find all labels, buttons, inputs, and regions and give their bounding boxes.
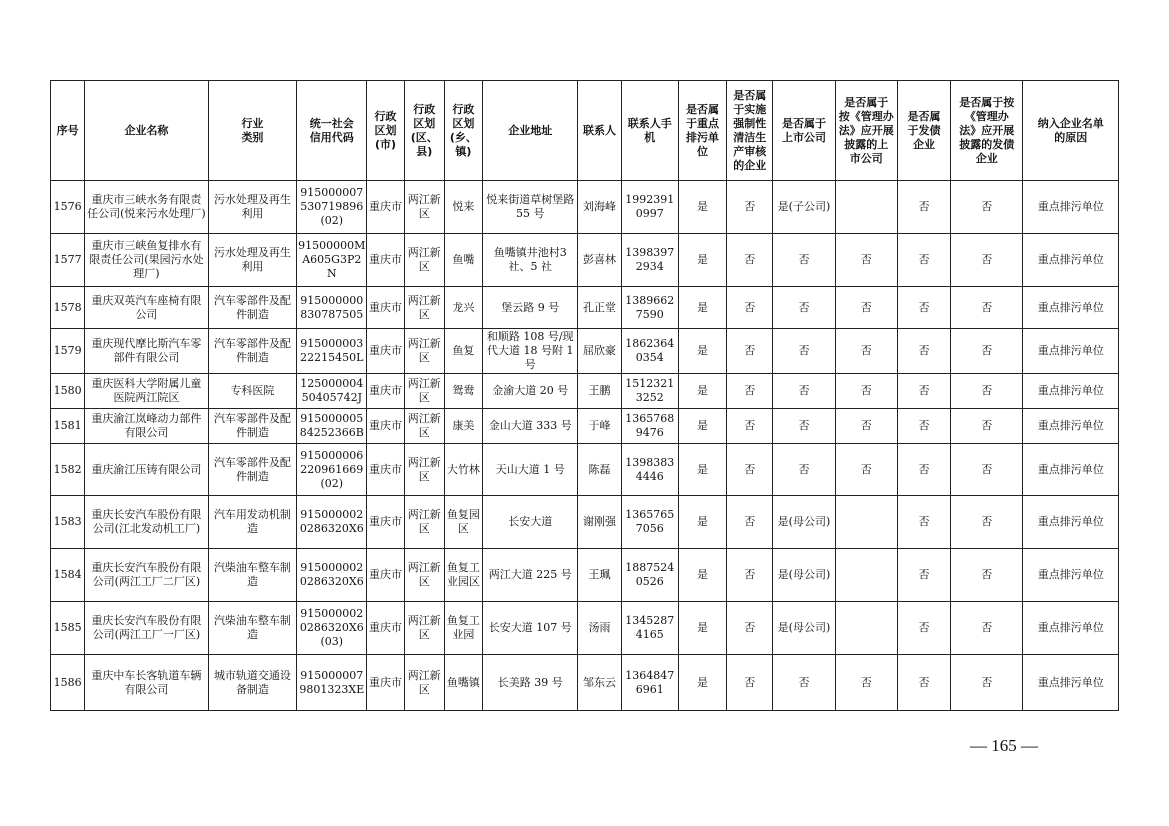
cell-seq: 1584: [51, 549, 85, 602]
header-reason: 纳入企业名单 的原因: [1023, 81, 1119, 181]
cell-industry: 专科医院: [208, 374, 296, 409]
cell-phone: 18623640354: [621, 329, 678, 374]
header-address: 企业地址: [483, 81, 578, 181]
cell-town: 鱼复园区: [444, 496, 482, 549]
table-row: [51, 329, 1119, 374]
cell-district: 两江新区: [404, 549, 444, 602]
cell-bond: 否: [897, 287, 950, 329]
cell-listed: 否: [773, 234, 835, 287]
cell-address: 和顺路 108 号/现代大道 18 号附 1 号: [483, 329, 578, 374]
cell-district: 两江新区: [404, 602, 444, 655]
cell-clean-audit: 否: [727, 602, 773, 655]
cell-contact: 屈欣豪: [578, 329, 621, 374]
cell-contact: 谢刚强: [578, 496, 621, 549]
cell-reason: 重点排污单位: [1023, 409, 1119, 444]
header-city: 行政 区划 (市): [367, 81, 404, 181]
cell-seq: 1578: [51, 287, 85, 329]
cell-city: 重庆市: [367, 655, 404, 711]
cell-industry: 汽车零部件及配件制造: [208, 409, 296, 444]
cell-contact: 刘海峰: [578, 181, 621, 234]
cell-key-polluter: 是: [678, 655, 726, 711]
cell-town: 鸳鸯: [444, 374, 482, 409]
cell-reason: 重点排污单位: [1023, 181, 1119, 234]
table-row: [51, 444, 1119, 496]
cell-company-name: 重庆渝江岚峰动力部件有限公司: [85, 409, 209, 444]
cell-bond-disclose: 否: [951, 602, 1023, 655]
table-row: [51, 374, 1119, 409]
cell-credit-code: 9150000020286320X6: [297, 549, 367, 602]
cell-contact: 孔正堂: [578, 287, 621, 329]
cell-phone: 13452874165: [621, 602, 678, 655]
cell-phone: 13983834446: [621, 444, 678, 496]
cell-contact: 彭喜林: [578, 234, 621, 287]
cell-bond-disclose: 否: [951, 409, 1023, 444]
cell-town: 鱼复工业园: [444, 602, 482, 655]
cell-district: 两江新区: [404, 234, 444, 287]
cell-reason: 重点排污单位: [1023, 602, 1119, 655]
cell-bond: 否: [897, 329, 950, 374]
header-company-name: 企业名称: [85, 81, 209, 181]
cell-district: 两江新区: [404, 496, 444, 549]
cell-reason: 重点排污单位: [1023, 444, 1119, 496]
cell-company-name: 重庆长安汽车股份有限公司(江北发动机工厂): [85, 496, 209, 549]
cell-bond: 否: [897, 602, 950, 655]
cell-address: 鱼嘴镇井池村3 社、5 社: [483, 234, 578, 287]
header-seq: 序号: [51, 81, 85, 181]
header-contact: 联系人: [578, 81, 621, 181]
cell-company-name: 重庆长安汽车股份有限公司(两江工厂一厂区): [85, 602, 209, 655]
table-row: [51, 496, 1119, 549]
cell-reason: 重点排污单位: [1023, 496, 1119, 549]
cell-city: 重庆市: [367, 496, 404, 549]
cell-bond-disclose: 否: [951, 329, 1023, 374]
cell-listed-disclose: 否: [835, 444, 897, 496]
header-district: 行政 区划 (区、 县): [404, 81, 444, 181]
cell-bond-disclose: 否: [951, 234, 1023, 287]
cell-seq: 1576: [51, 181, 85, 234]
cell-listed-disclose: 否: [835, 287, 897, 329]
cell-key-polluter: 是: [678, 181, 726, 234]
cell-bond: 否: [897, 409, 950, 444]
cell-city: 重庆市: [367, 444, 404, 496]
table-row: [51, 287, 1119, 329]
cell-key-polluter: 是: [678, 409, 726, 444]
cell-bond-disclose: 否: [951, 287, 1023, 329]
cell-credit-code: 91500000584252366B: [297, 409, 367, 444]
header-industry: 行业 类别: [208, 81, 296, 181]
cell-address: 天山大道 1 号: [483, 444, 578, 496]
cell-company-name: 重庆双英汽车座椅有限公司: [85, 287, 209, 329]
cell-town: 鱼嘴镇: [444, 655, 482, 711]
cell-credit-code: 91500000MA605G3P2N: [297, 234, 367, 287]
cell-credit-code: 9150000079801323XE: [297, 655, 367, 711]
cell-phone: 15123213252: [621, 374, 678, 409]
cell-industry: 汽车用发动机制造: [208, 496, 296, 549]
cell-seq: 1586: [51, 655, 85, 711]
cell-district: 两江新区: [404, 409, 444, 444]
cell-industry: 汽柴油车整车制造: [208, 549, 296, 602]
cell-seq: 1582: [51, 444, 85, 496]
cell-clean-audit: 否: [727, 444, 773, 496]
cell-clean-audit: 否: [727, 287, 773, 329]
cell-bond: 否: [897, 181, 950, 234]
table-row: [51, 409, 1119, 444]
cell-industry: 汽车零部件及配件制造: [208, 287, 296, 329]
cell-industry: 污水处理及再生利用: [208, 181, 296, 234]
cell-clean-audit: 否: [727, 655, 773, 711]
cell-phone: 13648476961: [621, 655, 678, 711]
cell-address: 两江大道 225 号: [483, 549, 578, 602]
cell-listed-disclose: 否: [835, 234, 897, 287]
cell-phone: 13983972934: [621, 234, 678, 287]
table-row: [51, 602, 1119, 655]
cell-contact: 王珮: [578, 549, 621, 602]
header-credit-code: 统一社会 信用代码: [297, 81, 367, 181]
cell-bond: 否: [897, 374, 950, 409]
cell-address: 堡云路 9 号: [483, 287, 578, 329]
cell-contact: 于峰: [578, 409, 621, 444]
cell-listed-disclose: 否: [835, 374, 897, 409]
cell-listed-disclose: [835, 181, 897, 234]
cell-key-polluter: 是: [678, 329, 726, 374]
cell-listed: 否: [773, 444, 835, 496]
header-bond: 是否属 于发债 企业: [897, 81, 950, 181]
cell-address: 长安大道 107 号: [483, 602, 578, 655]
cell-listed: 否: [773, 655, 835, 711]
cell-bond-disclose: 否: [951, 496, 1023, 549]
table-header-row: [51, 81, 1119, 181]
cell-phone: 13657657056: [621, 496, 678, 549]
cell-contact: 邹东云: [578, 655, 621, 711]
cell-seq: 1583: [51, 496, 85, 549]
cell-town: 鱼复工业园区: [444, 549, 482, 602]
table-row: [51, 181, 1119, 234]
cell-phone: 13896627590: [621, 287, 678, 329]
header-clean-audit: 是否属 于实施 强制性 清洁生 产审核 的企业: [727, 81, 773, 181]
cell-phone: 13657689476: [621, 409, 678, 444]
header-town: 行政 区划 (乡、 镇): [444, 81, 482, 181]
cell-clean-audit: 否: [727, 549, 773, 602]
cell-town: 悦来: [444, 181, 482, 234]
cell-clean-audit: 否: [727, 181, 773, 234]
cell-reason: 重点排污单位: [1023, 549, 1119, 602]
cell-town: 龙兴: [444, 287, 482, 329]
cell-town: 鱼嘴: [444, 234, 482, 287]
cell-listed: 是(母公司): [773, 602, 835, 655]
cell-seq: 1580: [51, 374, 85, 409]
cell-reason: 重点排污单位: [1023, 655, 1119, 711]
cell-city: 重庆市: [367, 234, 404, 287]
header-key-polluter: 是否属 于重点 排污单 位: [678, 81, 726, 181]
enterprise-register-table: [50, 80, 1119, 711]
cell-district: 两江新区: [404, 374, 444, 409]
cell-key-polluter: 是: [678, 444, 726, 496]
cell-industry: 汽柴油车整车制造: [208, 602, 296, 655]
cell-listed-disclose: 否: [835, 409, 897, 444]
cell-city: 重庆市: [367, 374, 404, 409]
cell-bond: 否: [897, 444, 950, 496]
cell-key-polluter: 是: [678, 234, 726, 287]
cell-address: 长美路 39 号: [483, 655, 578, 711]
cell-city: 重庆市: [367, 181, 404, 234]
cell-district: 两江新区: [404, 655, 444, 711]
cell-bond: 否: [897, 496, 950, 549]
cell-contact: 汤雨: [578, 602, 621, 655]
cell-reason: 重点排污单位: [1023, 329, 1119, 374]
header-listed-disclose: 是否属于 按《管理办 法》应开展 披露的上 市公司: [835, 81, 897, 181]
cell-town: 康美: [444, 409, 482, 444]
cell-address: 金山大道 333 号: [483, 409, 578, 444]
cell-bond-disclose: 否: [951, 374, 1023, 409]
cell-phone: 18875240526: [621, 549, 678, 602]
cell-clean-audit: 否: [727, 234, 773, 287]
cell-bond-disclose: 否: [951, 549, 1023, 602]
cell-credit-code: 915000007530719896(02): [297, 181, 367, 234]
cell-bond: 否: [897, 234, 950, 287]
cell-clean-audit: 否: [727, 329, 773, 374]
cell-listed: 否: [773, 409, 835, 444]
cell-credit-code: 915000006220961669(02): [297, 444, 367, 496]
cell-company-name: 重庆中车长客轨道车辆有限公司: [85, 655, 209, 711]
cell-seq: 1577: [51, 234, 85, 287]
cell-bond-disclose: 否: [951, 181, 1023, 234]
cell-listed-disclose: 否: [835, 329, 897, 374]
cell-industry: 汽车零部件及配件制造: [208, 444, 296, 496]
cell-credit-code: 12500000450405742J: [297, 374, 367, 409]
cell-listed: 是(母公司): [773, 549, 835, 602]
cell-listed-disclose: [835, 496, 897, 549]
cell-listed: 是(母公司): [773, 496, 835, 549]
cell-company-name: 重庆渝江压铸有限公司: [85, 444, 209, 496]
cell-reason: 重点排污单位: [1023, 234, 1119, 287]
table-row: [51, 234, 1119, 287]
cell-seq: 1581: [51, 409, 85, 444]
cell-city: 重庆市: [367, 329, 404, 374]
cell-contact: 王鹏: [578, 374, 621, 409]
cell-town: 大竹林: [444, 444, 482, 496]
cell-key-polluter: 是: [678, 287, 726, 329]
cell-phone: 19923910997: [621, 181, 678, 234]
cell-address: 悦来街道草树堡路 55 号: [483, 181, 578, 234]
table-body: [51, 181, 1119, 711]
cell-seq: 1585: [51, 602, 85, 655]
cell-listed: 否: [773, 287, 835, 329]
cell-industry: 污水处理及再生利用: [208, 234, 296, 287]
cell-credit-code: 9150000020286320X6: [297, 496, 367, 549]
page-number: — 165 —: [970, 736, 1038, 755]
table-row: [51, 549, 1119, 602]
header-phone: 联系人手 机: [621, 81, 678, 181]
cell-industry: 汽车零部件及配件制造: [208, 329, 296, 374]
cell-district: 两江新区: [404, 329, 444, 374]
cell-contact: 陈磊: [578, 444, 621, 496]
cell-key-polluter: 是: [678, 549, 726, 602]
cell-city: 重庆市: [367, 549, 404, 602]
cell-bond: 否: [897, 655, 950, 711]
cell-reason: 重点排污单位: [1023, 374, 1119, 409]
cell-key-polluter: 是: [678, 374, 726, 409]
cell-seq: 1579: [51, 329, 85, 374]
cell-district: 两江新区: [404, 181, 444, 234]
cell-bond: 否: [897, 549, 950, 602]
cell-address: 长安大道: [483, 496, 578, 549]
cell-listed-disclose: [835, 602, 897, 655]
cell-credit-code: 91500000322215450L: [297, 329, 367, 374]
cell-city: 重庆市: [367, 287, 404, 329]
cell-district: 两江新区: [404, 287, 444, 329]
cell-key-polluter: 是: [678, 496, 726, 549]
cell-city: 重庆市: [367, 409, 404, 444]
cell-key-polluter: 是: [678, 602, 726, 655]
cell-listed: 是(子公司): [773, 181, 835, 234]
cell-credit-code: 915000000830787505: [297, 287, 367, 329]
cell-industry: 城市轨道交通设备制造: [208, 655, 296, 711]
cell-listed: 否: [773, 374, 835, 409]
cell-company-name: 重庆长安汽车股份有限公司(两江工厂二厂区): [85, 549, 209, 602]
cell-listed-disclose: [835, 549, 897, 602]
table-row: [51, 655, 1119, 711]
cell-bond-disclose: 否: [951, 655, 1023, 711]
cell-town: 鱼复: [444, 329, 482, 374]
cell-company-name: 重庆医科大学附属儿童医院两江院区: [85, 374, 209, 409]
header-listed: 是否属于 上市公司: [773, 81, 835, 181]
cell-credit-code: 9150000020286320X6(03): [297, 602, 367, 655]
cell-address: 金渝大道 20 号: [483, 374, 578, 409]
cell-city: 重庆市: [367, 602, 404, 655]
cell-bond-disclose: 否: [951, 444, 1023, 496]
cell-reason: 重点排污单位: [1023, 287, 1119, 329]
cell-listed-disclose: 否: [835, 655, 897, 711]
cell-clean-audit: 否: [727, 374, 773, 409]
header-bond-disclose: 是否属于按 《管理办 法》应开展 披露的发债 企业: [951, 81, 1023, 181]
cell-clean-audit: 否: [727, 409, 773, 444]
cell-clean-audit: 否: [727, 496, 773, 549]
cell-company-name: 重庆市三峡鱼复排水有限责任公司(果园污水处理厂): [85, 234, 209, 287]
cell-company-name: 重庆现代摩比斯汽车零部件有限公司: [85, 329, 209, 374]
cell-listed: 否: [773, 329, 835, 374]
cell-company-name: 重庆市三峡水务有限责任公司(悦来污水处理厂): [85, 181, 209, 234]
cell-district: 两江新区: [404, 444, 444, 496]
